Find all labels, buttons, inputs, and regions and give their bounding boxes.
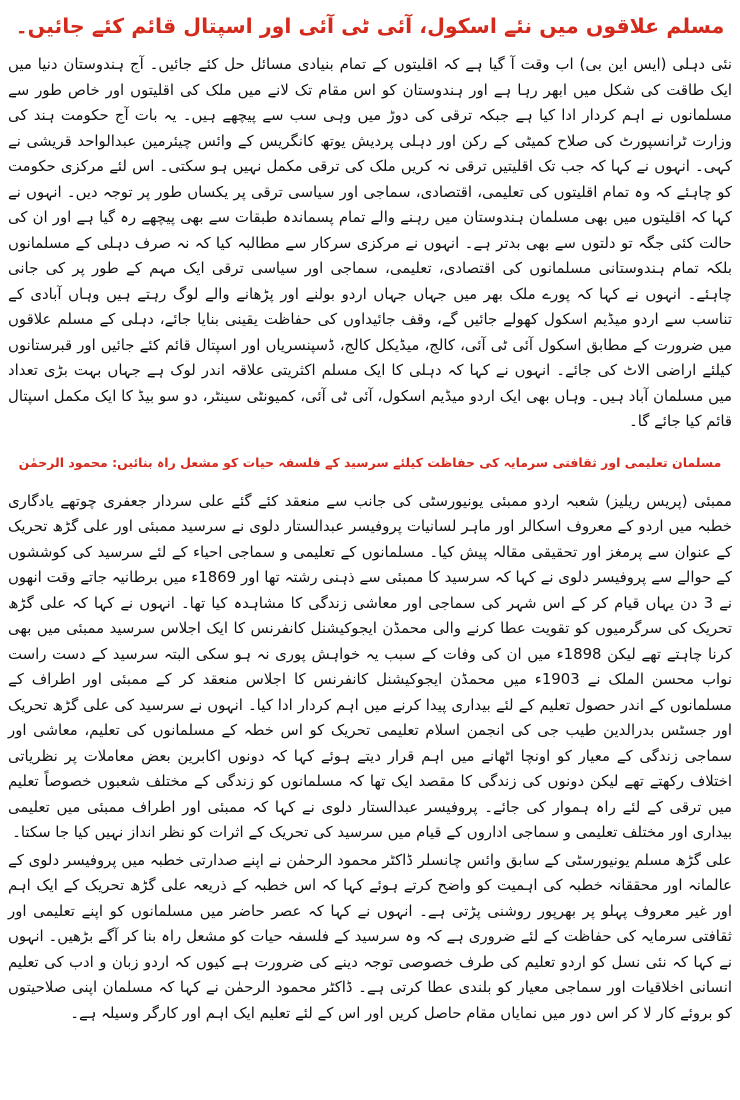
article-new-schools [8,8,732,435]
article-paragraph: ممبئی (پریس ریلیز) شعبہ اردو ممبئی یونیورسٹی کی جانب سے منعقد کئے گئے علی سردار جعفری چوتھے یادگاری خطبہ میں اردو کے معروف اسکالر اور ماہر لسانیات پروفیسر عبدالستار دلوی نے سرسید ممبئی اور علی گڑھ تحریک کے عنوان سے پرمغز اور تحقیقی مقالہ پیش کیا۔ مسلمانوں کے تعلیمی و سماجی احیاء کے لئے سرسید کی کوششوں کے حوالے سے پروفیسر دلوی نے کہا کہ سرسید کا ممبئی سے ذہنی رشتہ تھا اور 1869ء میں برطانیہ جاتے وقت انھوں نے 3 دن یہاں قیام کر کے اس شہر کی سماجی اور معاشی زندگی کا مشاہدہ کیا تھا۔ انہوں نے کہا کہ علی گڑھ تحریک کی سرگرمیوں کو تقویت عطا کرنے والی محمڈن ایجوکیشنل کانفرنس کا ایک اجلاس سرسید ممبئی میں بھی کرنا چاہتے تھے لیکن 1898ء میں ان کی وفات کے سبب یہ خواہش پوری نہ ہو سکی البتہ سرسید کے دست راست نواب محسن الملک نے 1903ء میں محمڈن ایجوکیشنل کانفرنس کا اجلاس منعقد کر کے ممبئی اور اطراف کے مسلمانوں کے اندر حصول تعلیم کے لئے بیداری پیدا کرنے میں اہم کردار ادا کیا۔ انہوں نے سرسید کی علی گڑھ تحریک اور جسٹس بدرالدین طیب جی کی انجمن اسلام تعلیمی تحریک کو اس خطہ کے مسلمانوں کی تعلیم، معاشی اور سماجی زندگی کے معیار کو اونچا اٹھانے میں اہم قرار دیتے ہوئے کہا کہ دونوں اکابرین بعض معاملات پر نظریاتی اختلاف رکھتے تھے لیکن دونوں کی زندگی کا مقصد ایک تھا کہ مسلمانوں کو زندگی کے مختلف شعبوں خصوصاً تعلیم میں ترقی کے لئے راہ ہموار کی جائے۔ پروفیسر عبدالستار دلوی نے کہا کہ ممبئی اور اطراف ممبئی میں تعلیمی بیداری اور مختلف تعلیمی و سماجی اداروں کے قیام میں سرسید کی تحریک کے اثرات کو نظر انداز نہیں کیا جا سکتا۔ [8,491,732,841]
article-headline: مسلمان تعلیمی اور ثقافتی سرمایہ کی حفاظت کیلئے سرسید کے فلسفہ حیات کو مشعل راہ بنائیں: محمود الرحمٰن [18,454,722,470]
newspaper-page [8,0,732,1026]
article-paragraph: نئی دہلی (ایس این بی) اب وقت آ گیا ہے کہ اقلیتوں کے تمام بنیادی مسائل حل کئے جائیں۔ آج ہندوستان دنیا میں ایک طاقت کی شکل میں ابھر رہا ہے اور ہندوستان کو اس مقام تک لانے میں ملک کی اقلیتوں اور خاص طور سے مسلمانوں نے اہم کردار ادا کیا ہے جبکہ ترقی کی دوڑ میں وہی سب سے پیچھے ہیں۔ یہ بات آج حکومت ہند کی وزارت ٹرانسپورٹ کی صلاح کمیٹی کے رکن اور دہلی پردیش یوتھ کانگریس کے وائس چیئرمین عبدالواحد قریشی نے کہی۔ انہوں نے کہا کہ جب تک اقلیتیں ترقی نہ کریں ملک کی ترقی مکمل نہیں ہو سکتی۔ اس لئے مرکزی حکومت کو چاہئے کہ وہ تمام اقلیتوں کی تعلیمی، اقتصادی، سماجی اور سیاسی ترقی پر یکساں طور پر توجہ دیں۔ انہوں نے کہا کہ اقلیتوں میں بھی مسلمان ہندوستان میں رہنے والے تمام پسماندہ طبقات سے بھی پیچھے رہ گیا ہے اور ان کی حالت کئی جگہ تو دلتوں سے بھی بدتر ہے۔ انہوں نے مرکزی سرکار سے مطالبہ کیا کہ نہ صرف دہلی کے مسلمانوں بلکہ تمام ہندوستانی مسلمانوں کی اقتصادی، تعلیمی، سماجی اور سیاسی ترقی ایک مہم کے طور پر کی جانی چاہئے۔ انہوں نے کہا کہ پورے ملک بھر میں جہاں جہاں اردو بولنے اور پڑھانے والے لوگ رہتے ہیں وہاں آبادی کے تناسب سے اردو میڈیم اسکول کھولے جائیں گے، وقف جائیداوں کی حفاظت یقینی بنایا جائے، دہلی کے مسلم علاقوں میں ضرورت کے مطابق اسکول آئی ٹی آئی، کالج، میڈیکل کالج، ڈسپنسریاں اور اسپتال قائم کئے جائیں اور قبرستانوں کیلئے اراضی الاٹ کی جائے۔ انہوں نے کہا کہ دہلی کا ایک مسلم اکثریتی علاقہ اندر لوک ہے جہاں بہت بڑی تعداد میں مسلمان آباد ہیں۔ وہاں بھی ایک اردو میڈیم اسکول، آئی ٹی آئی، کمیونٹی سینٹر، دو سو بیڈ کا ایک مکمل اسپتال قائم کیا جائے گا۔ [8,55,732,430]
article-headline: مسلم علاقوں میں نئے اسکول، آئی ٹی آئی اور اسپتال قائم کئے جائیں۔ [15,14,725,38]
article-sir-syed [8,445,732,1027]
article-paragraph: علی گڑھ مسلم یونیورسٹی کے سابق وائس چانسلر ڈاکٹر محمود الرحمٰن نے اپنے صدارتی خطبہ میں پروفیسر دلوی کے عالمانہ اور محققانہ خطبہ کی اہمیت کو واضح کرتے ہوئے کہا کہ اس خطبہ کے ذریعہ علی گڑھ تحریک کے ایک اہم اور غیر معروف پہلو پر بھرپور روشنی پڑتی ہے۔ انہوں نے کہا کہ عصر حاضر میں مسلمانوں کو اپنے تعلیمی اور ثقافتی سرمایہ کی حفاظت کے لئے ضروری ہے کہ وہ سرسید کے فلسفہ حیات کو مشعل راہ بنا کر آگے بڑھیں۔ انہوں نے کہا کہ نئی نسل کو اردو تعلیم کی طرف خصوصی توجہ دینے کی ضرورت ہے کیوں کہ اردو زبان و ادب کی تعلیم انسانی اخلاقیات اور سماجی معیار کو بلندی عطا کرتی ہے۔ ڈاکٹر محمود الرحمٰن نے کہا کہ مسلمان اپنی صلاحیتوں کو بروئے کار لا کر اس دور میں نمایاں مقام حاصل کریں اور اس کے لئے تعلیم ایک اہم اور کارگر وسیلہ ہے۔ [8,850,732,1022]
